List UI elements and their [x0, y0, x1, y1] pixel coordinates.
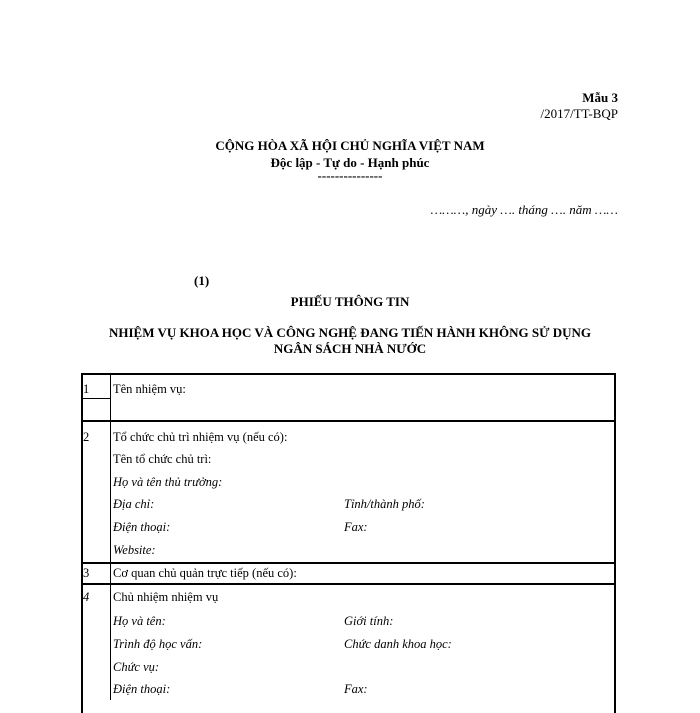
row-number-1: 1	[83, 382, 90, 396]
task-name-label: Tên nhiệm vụ:	[113, 382, 186, 396]
form-subtitle-line1: NHIỆM VỤ KHOA HỌC VÀ CÔNG NGHỆ ĐANG TIẾN HÀNH KHÔNG SỬ DỤNG	[108, 325, 591, 340]
org-fax-label: Fax:	[344, 520, 368, 534]
form-subtitle-line2: NGÂN SÁCH NHÀ NƯỚC	[273, 341, 427, 356]
task-leader-label: Chủ nhiệm nhiệm vụ	[113, 590, 219, 604]
province-label: Tỉnh/thành phố:	[344, 497, 425, 511]
info-table	[81, 373, 616, 713]
motto-divider: ---------------	[317, 168, 383, 183]
leader-phone-label: Điện thoại:	[113, 682, 171, 696]
position-label: Chức vụ:	[113, 660, 160, 674]
row-divider-3	[81, 583, 616, 585]
form-number: Mẫu 3	[582, 90, 618, 105]
education-label: Trình độ học vấn:	[113, 637, 203, 651]
row-number-3: 3	[83, 566, 90, 580]
address-label: Địa chỉ:	[113, 497, 155, 511]
row-number-4: 4	[83, 590, 90, 604]
row1-inner-line	[81, 398, 110, 399]
reference-marker: (1)	[194, 273, 210, 288]
leader-fax-label: Fax:	[344, 682, 368, 696]
national-motto: Độc lập - Tự do - Hạnh phúc	[270, 155, 430, 170]
managing-agency-label: Cơ quan chủ quản trực tiếp (nếu có):	[113, 566, 297, 580]
row-divider-2	[81, 562, 616, 564]
website-label: Website:	[113, 543, 156, 557]
academic-title-label: Chức danh khoa học:	[344, 637, 452, 651]
number-column-separator	[110, 373, 111, 700]
org-phone-label: Điện thoại:	[113, 520, 171, 534]
circular-reference: /2017/TT-BQP	[540, 106, 618, 121]
form-title: PHIẾU THÔNG TIN	[290, 294, 410, 309]
row-number-2: 2	[83, 430, 90, 444]
gender-label: Giới tính:	[344, 614, 394, 628]
host-org-name-label: Tên tổ chức chủ trì:	[113, 452, 212, 466]
host-org-label: Tổ chức chủ trì nhiệm vụ (nếu có):	[113, 430, 288, 444]
country-name: CỘNG HÒA XÃ HỘI CHỦ NGHĨA VIỆT NAM	[215, 138, 485, 153]
date-line: ………, ngày …. tháng …. năm ……	[430, 202, 618, 217]
row-divider-1	[81, 420, 616, 422]
head-name-label: Họ và tên thủ trưởng:	[113, 475, 223, 489]
leader-name-label: Họ và tên:	[113, 614, 166, 628]
